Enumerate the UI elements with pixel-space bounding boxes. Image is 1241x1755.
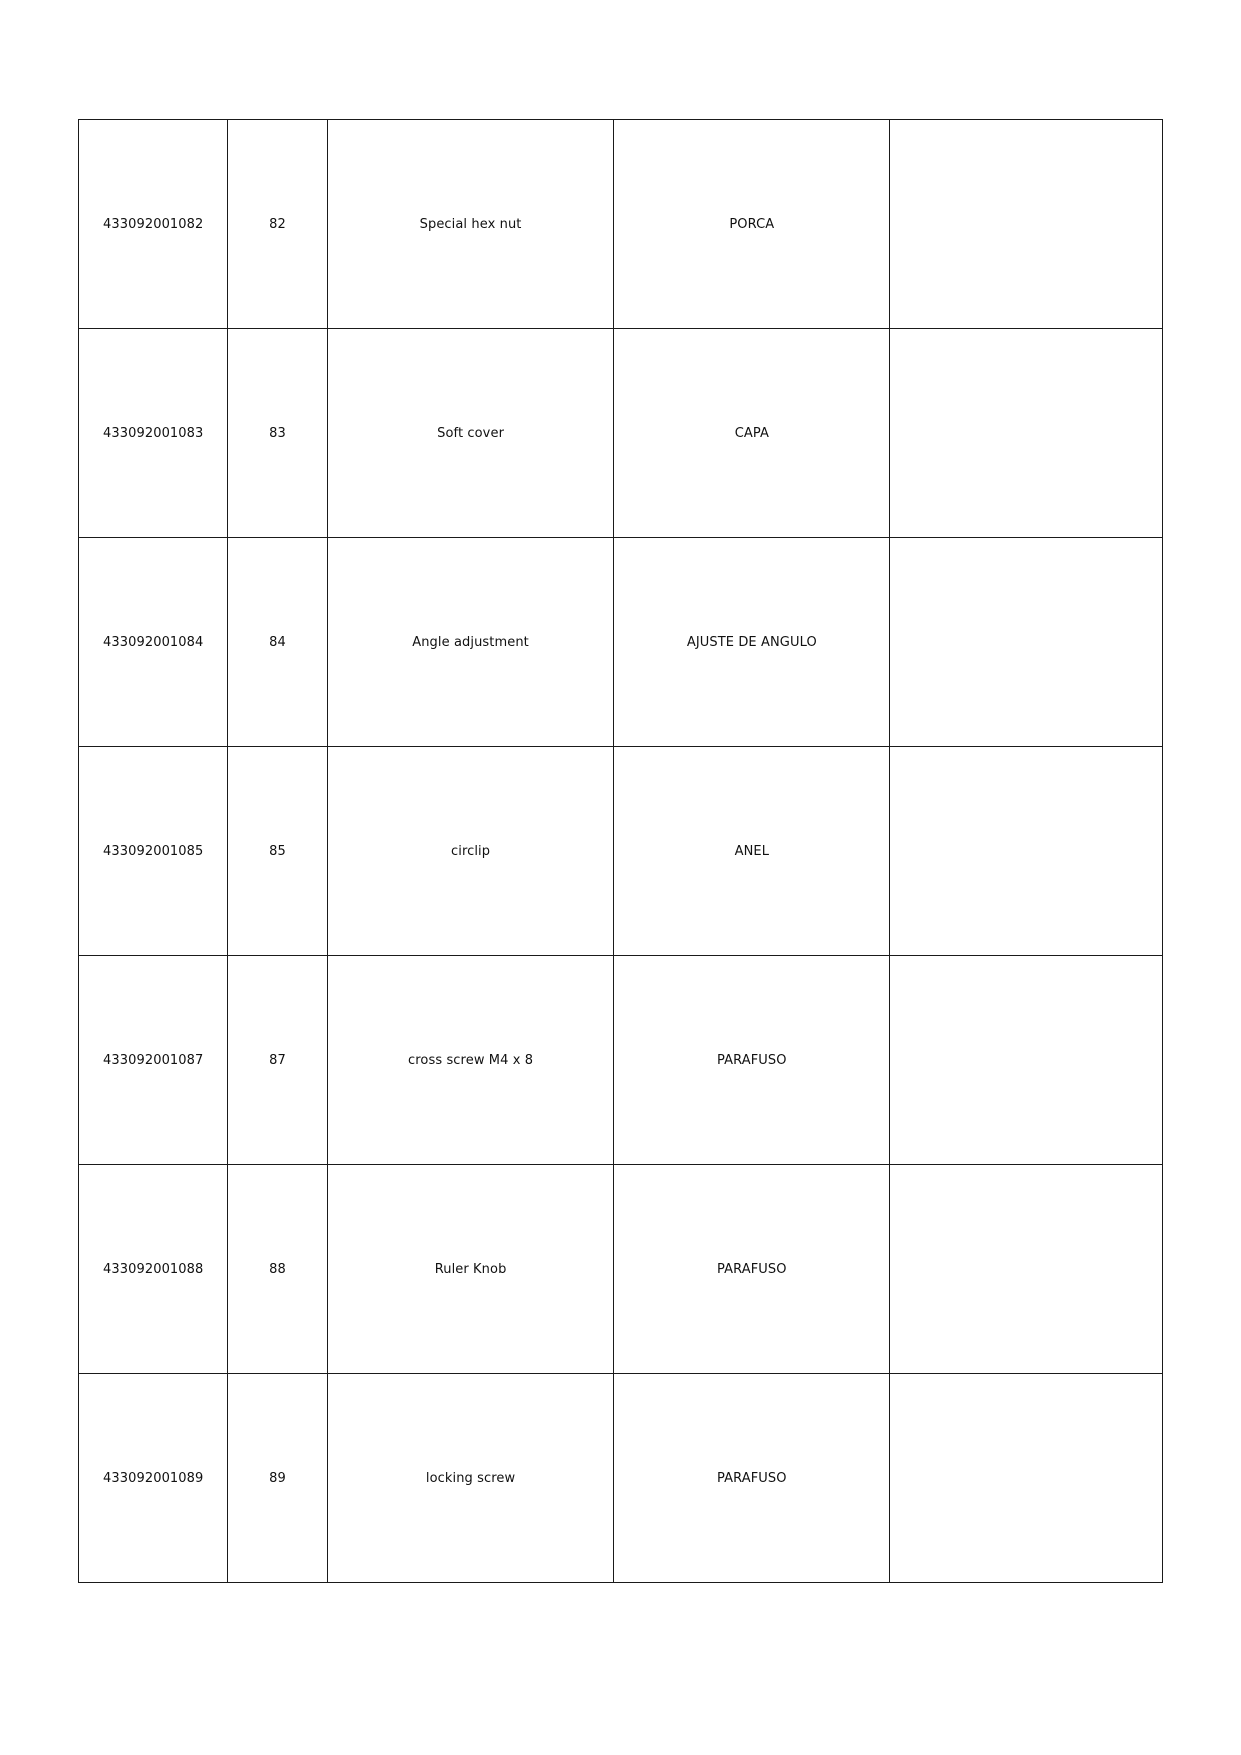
table-row [79, 329, 1163, 538]
description-cell: Ruler Knob [327, 1165, 614, 1374]
reference-number-cell: 89 [228, 1374, 327, 1583]
description-cell: cross screw M4 x 8 [327, 956, 614, 1165]
part-code-cell: 433092001085 [79, 747, 228, 956]
parts-table-body [79, 120, 1163, 1583]
notes-cell [890, 120, 1163, 329]
part-code-cell: 433092001087 [79, 956, 228, 1165]
description-cell: Angle adjustment [327, 538, 614, 747]
description-cell: circlip [327, 747, 614, 956]
portuguese-name-cell: CAPA [614, 329, 890, 538]
reference-number-cell: 82 [228, 120, 327, 329]
portuguese-name-cell: ANEL [614, 747, 890, 956]
part-code-cell: 433092001083 [79, 329, 228, 538]
parts-table [78, 119, 1163, 1583]
table-row [79, 120, 1163, 329]
table-row [79, 956, 1163, 1165]
notes-cell [890, 956, 1163, 1165]
notes-cell [890, 538, 1163, 747]
part-code-cell: 433092001089 [79, 1374, 228, 1583]
reference-number-cell: 83 [228, 329, 327, 538]
table-row [79, 1374, 1163, 1583]
portuguese-name-cell: PARAFUSO [614, 1374, 890, 1583]
portuguese-name-cell: PARAFUSO [614, 956, 890, 1165]
table-row [79, 747, 1163, 956]
notes-cell [890, 1374, 1163, 1583]
notes-cell [890, 747, 1163, 956]
table-row [79, 538, 1163, 747]
notes-cell [890, 329, 1163, 538]
reference-number-cell: 87 [228, 956, 327, 1165]
description-cell: Special hex nut [327, 120, 614, 329]
table-row [79, 1165, 1163, 1374]
part-code-cell: 433092001082 [79, 120, 228, 329]
notes-cell [890, 1165, 1163, 1374]
description-cell: Soft cover [327, 329, 614, 538]
description-cell: locking screw [327, 1374, 614, 1583]
portuguese-name-cell: PARAFUSO [614, 1165, 890, 1374]
reference-number-cell: 88 [228, 1165, 327, 1374]
reference-number-cell: 84 [228, 538, 327, 747]
portuguese-name-cell: PORCA [614, 120, 890, 329]
part-code-cell: 433092001084 [79, 538, 228, 747]
portuguese-name-cell: AJUSTE DE ANGULO [614, 538, 890, 747]
part-code-cell: 433092001088 [79, 1165, 228, 1374]
reference-number-cell: 85 [228, 747, 327, 956]
